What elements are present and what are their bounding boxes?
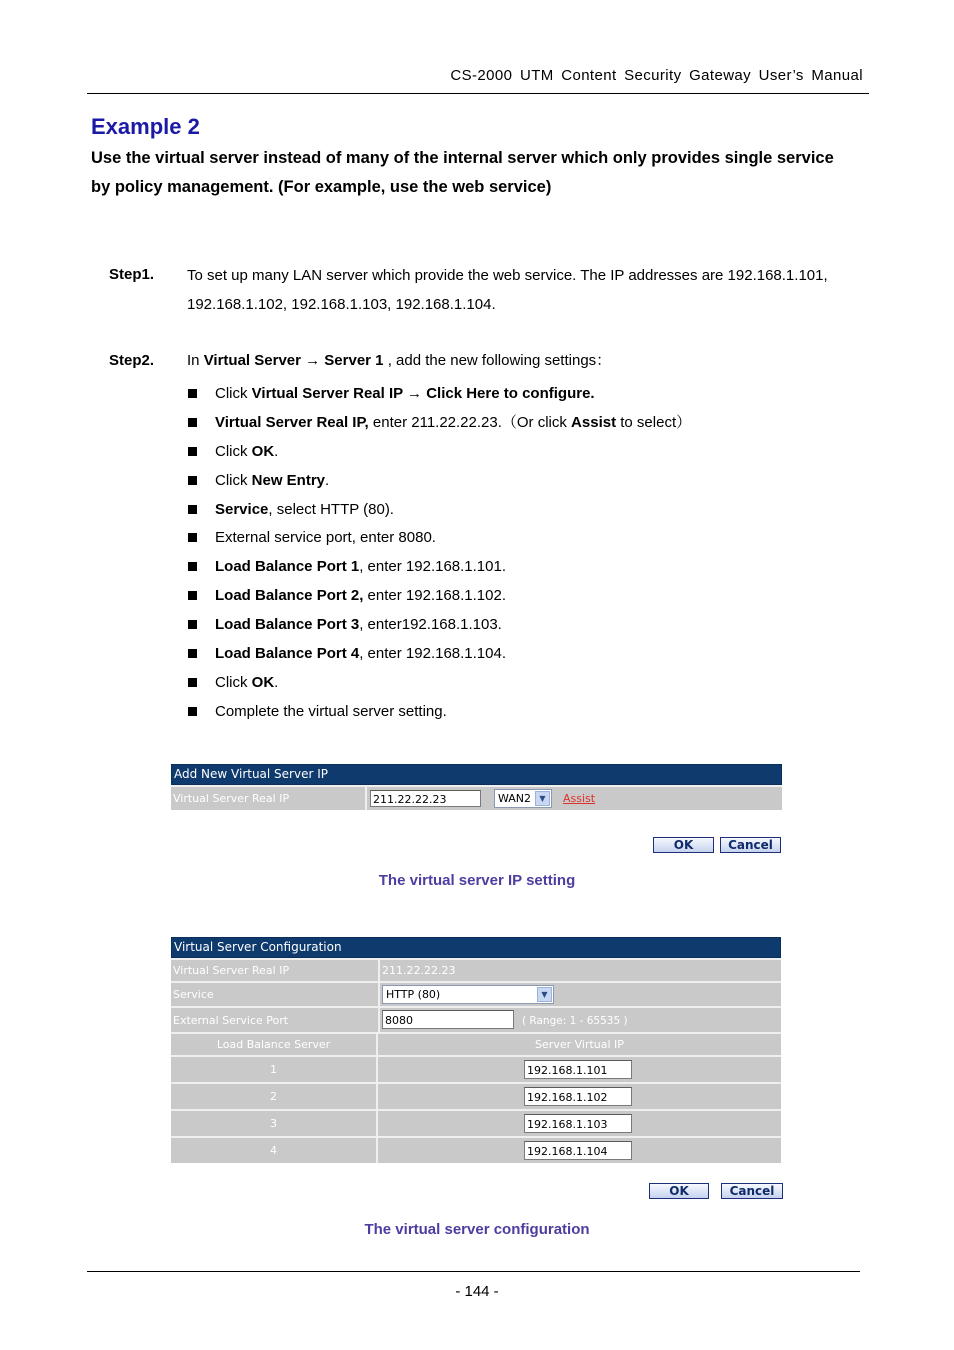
service-select[interactable]: [382, 985, 554, 1004]
add-virtual-server-ip-panel: [171, 764, 782, 810]
bullet-square-icon: [188, 447, 197, 456]
list-item: Click OK.: [187, 668, 691, 697]
external-port-label: External Service Port: [171, 1008, 380, 1032]
range-hint: ( Range: 1 - 65535 ): [522, 1015, 628, 1027]
section-intro: Use the virtual server instead of many of the internal server which only provides single service by policy management. (For example, use the web service): [91, 149, 834, 196]
wan-selected-value: WAN2: [498, 792, 532, 805]
step2-text: [187, 346, 611, 375]
bullet-square-icon: [188, 418, 197, 427]
figure-caption: The virtual server IP setting: [378, 872, 576, 889]
ok-button[interactable]: OK: [649, 1183, 709, 1199]
list-item: Click New Entry.: [187, 466, 691, 495]
bullet-square-icon: [188, 620, 197, 629]
step2-suffix: , add the new following settings：: [383, 352, 612, 369]
bullet-square-icon: [188, 476, 197, 485]
bullet-square-icon: [188, 562, 197, 571]
server-ip-input[interactable]: 192.168.1.103: [524, 1114, 632, 1133]
row-number: 1: [171, 1057, 378, 1082]
panel-title: Virtual Server Configuration: [171, 937, 781, 958]
step2-prefix: In: [187, 352, 204, 369]
list-item: Load Balance Port 3, enter192.168.1.103.: [187, 610, 691, 639]
table-row: [171, 1138, 781, 1163]
list-item: Service, select HTTP (80).: [187, 495, 691, 524]
ok-button[interactable]: OK: [653, 837, 714, 853]
col-header-load-balance: Load Balance Server: [171, 1034, 378, 1055]
section-title: Example 2: [91, 114, 200, 139]
list-item: Click Virtual Server Real IP → Click Here to configure.: [187, 379, 691, 408]
row-number: 4: [171, 1138, 378, 1163]
server-ip-input[interactable]: 192.168.1.102: [524, 1087, 632, 1106]
ip-cell: [378, 1138, 781, 1163]
footer-divider: [87, 1271, 860, 1272]
external-port-cell: [380, 1008, 781, 1032]
row-number: 2: [171, 1084, 378, 1109]
cancel-button[interactable]: Cancel: [721, 1183, 783, 1199]
step2-label: Step2.: [109, 352, 155, 369]
service-label: Service: [171, 983, 380, 1006]
real-ip-input[interactable]: 211.22.22.23: [370, 790, 481, 807]
server-ip-input[interactable]: 192.168.1.101: [524, 1060, 632, 1079]
table-row: [171, 1057, 781, 1082]
instruction-list: [187, 379, 691, 726]
list-item: Click OK.: [187, 437, 691, 466]
step1-text: To set up many LAN server which provide the web service. The IP addresses are 192.168.1.101, 192.168.1.102, 192.168.1.103, 192.168.1.104.: [187, 267, 828, 313]
figure-caption: The virtual server configuration: [364, 1221, 590, 1238]
virtual-server-config-panel: [171, 937, 781, 1163]
server-ip-input[interactable]: 192.168.1.104: [524, 1141, 632, 1160]
step2-path: Virtual Server → Server 1: [203, 352, 384, 369]
service-selected-value: HTTP (80): [386, 988, 441, 1001]
list-item: Load Balance Port 2, enter 192.168.1.102.: [187, 581, 691, 610]
bullet-square-icon: [188, 649, 197, 658]
row-number: 3: [171, 1111, 378, 1136]
wan-select[interactable]: [494, 789, 552, 808]
ip-cell: [378, 1084, 781, 1109]
bullet-square-icon: [188, 678, 197, 687]
list-item: Load Balance Port 1, enter 192.168.1.101.: [187, 552, 691, 581]
ip-cell: [378, 1057, 781, 1082]
ip-cell: [378, 1111, 781, 1136]
table-row: [171, 1111, 781, 1136]
list-item: Complete the virtual server setting.: [187, 697, 691, 726]
list-item: Load Balance Port 4, enter 192.168.1.104.: [187, 639, 691, 668]
chevron-down-icon: ▼: [535, 791, 550, 806]
bullet-square-icon: [188, 505, 197, 514]
cancel-button[interactable]: Cancel: [720, 837, 781, 853]
step1-label: Step1.: [109, 266, 155, 283]
bullet-square-icon: [188, 389, 197, 398]
real-ip-value: 211.22.22.23: [380, 960, 781, 981]
list-item: Virtual Server Real IP, enter 211.22.22.23.（Or click Assist to select）: [187, 408, 691, 437]
real-ip-label: Virtual Server Real IP: [171, 960, 380, 981]
col-header-server-ip: Server Virtual IP: [378, 1034, 781, 1055]
bullet-square-icon: [188, 707, 197, 716]
real-ip-value-cell: [367, 787, 782, 810]
bullet-square-icon: [188, 591, 197, 600]
header-divider: [87, 93, 869, 94]
page-number: - 144 -: [455, 1283, 499, 1300]
chevron-down-icon: ▼: [537, 987, 552, 1002]
assist-link[interactable]: Assist: [563, 792, 596, 805]
table-row: [171, 1084, 781, 1109]
external-port-input[interactable]: 8080: [382, 1010, 514, 1029]
list-item: External service port, enter 8080.: [187, 523, 691, 552]
service-cell: [380, 983, 781, 1006]
header-title: CS-2000 UTM Content Security Gateway User’s Manual: [450, 67, 863, 84]
real-ip-label: Virtual Server Real IP: [171, 787, 367, 810]
bullet-square-icon: [188, 533, 197, 542]
panel-title: Add New Virtual Server IP: [171, 764, 782, 785]
